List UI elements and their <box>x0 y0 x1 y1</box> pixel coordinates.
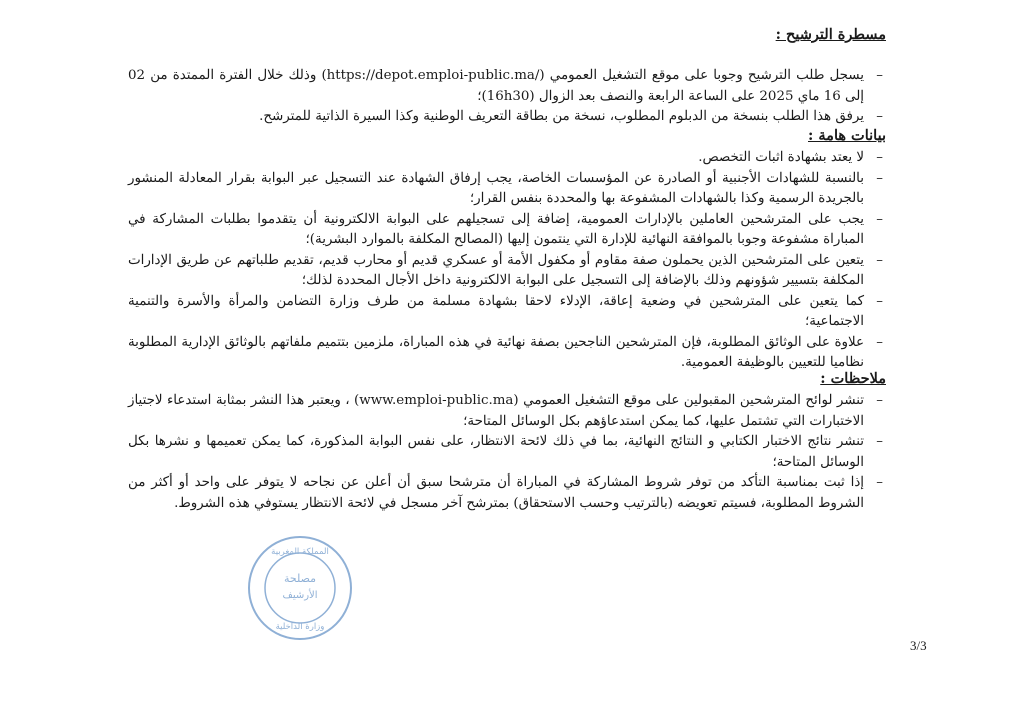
list-item: – يسجل طلب الترشيح وجوبا على موقع التشغيل العمومي (/https://depot.emploi-public.ma) وذلك خلال الفترة الممتدة من 02 إلى 16 ماي 2025 على الساعة الرابعة والنصف بعد الزوال (16h30)؛ <box>128 66 886 107</box>
notes-list <box>128 391 886 514</box>
list-item: – علاوة على الوثائق المطلوبة، فإن المترشحين الناجحين بصفة نهائية في هذه المباراة، ملزمين بتتميم ملفاتهم بالوثائق الإدارية المطلوبة نظاميا للتعيين بالوظيفة العمومية. <box>128 333 886 374</box>
stamp-center-text: مصلحة <box>283 572 317 585</box>
notes-heading: ملاحظات : <box>820 370 886 387</box>
important-heading: بيانات هامة : <box>808 127 886 144</box>
procedure-list <box>128 66 886 128</box>
list-item: – بالنسبة للشهادات الأجنبية أو الصادرة عن المؤسسات الخاصة، يجب إرفاق الشهادة عند التسجيل عبر البوابة بقرار المعادلة المنشور بالجريدة الرسمية وكذا بالشهادات المشفوعة بها والمحددة بنفس القرار؛ <box>128 169 886 210</box>
official-stamp <box>246 534 354 642</box>
important-list <box>128 148 886 374</box>
list-item: – تنشر نتائج الاختبار الكتابي و النتائج النهائية، بما في ذلك لائحة الانتظار، على نفس البوابة المذكورة، كما يمكن تعميمها و نشرها بكل الوسائل المتاحة؛ <box>128 432 886 473</box>
list-item: – تنشر لوائح المترشحين المقبولين على موقع التشغيل العمومي (www.emploi-public.ma) ، ويعتبر هذا النشر بمثابة استدعاء لاجتياز الاختبارات التي تشتمل عليها، كما يمكن استدعاؤهم بكل الوسائل المتاحة؛ <box>128 391 886 432</box>
list-item: – كما يتعين على المترشحين في وضعية إعاقة، الإدلاء لاحقا بشهادة مسلمة من طرف وزارة التضامن والمرأة والأسرة والتنمية الاجتماعية؛ <box>128 292 886 333</box>
page-number: 3/3 <box>910 638 927 653</box>
list-item: – يجب على المترشحين العاملين بالإدارات العمومية، إضافة إلى تسجيلهم على البوابة الالكترونية أن يتقدموا بطلبات المشاركة في المباراة مشفوعة وجوبا بالموافقة النهائية للإدارة التي ينتمون إليها (المصالح المكلفة بالموارد البشرية)؛ <box>128 210 886 251</box>
list-item: – إذا ثبت بمناسبة التأكد من توفر شروط المشاركة في المباراة أن مترشحا سبق أن أعلن عن نجاحه لا يتوفر على واحد أو أكثر من الشروط المطلوبة، فسيتم تعويضه (بالترتيب وحسب الاستحقاق) بمترشح آخر مسجل في لائحة الانتظار يستوفي هذه الشروط. <box>128 473 886 514</box>
list-item: – يتعين على المترشحين الذين يحملون صفة مقاوم أو مكفول الأمة أو عسكري قديم أو محارب قديم، تقديم طلباتهم عن طريق الإدارات المكلفة بتسيير شؤونهم وذلك بالإضافة إلى التسجيل على البوابة الالكترونية داخل الأجال المحددة لذلك؛ <box>128 251 886 292</box>
list-item: – لا يعتد بشهادة اثبات التخصص. <box>128 148 886 169</box>
stamp-center-text-2: الأرشيف <box>282 590 318 601</box>
stamp-outer-text: المملكة المغربية <box>271 547 329 557</box>
stamp-bottom-text: وزارة الداخلية <box>275 622 325 632</box>
procedure-heading: مسطرة الترشيح : <box>775 26 886 43</box>
list-item: – يرفق هذا الطلب بنسخة من الدبلوم المطلوب، نسخة من بطاقة التعريف الوطنية وكذا السيرة الذاتية للمترشح. <box>128 107 886 128</box>
